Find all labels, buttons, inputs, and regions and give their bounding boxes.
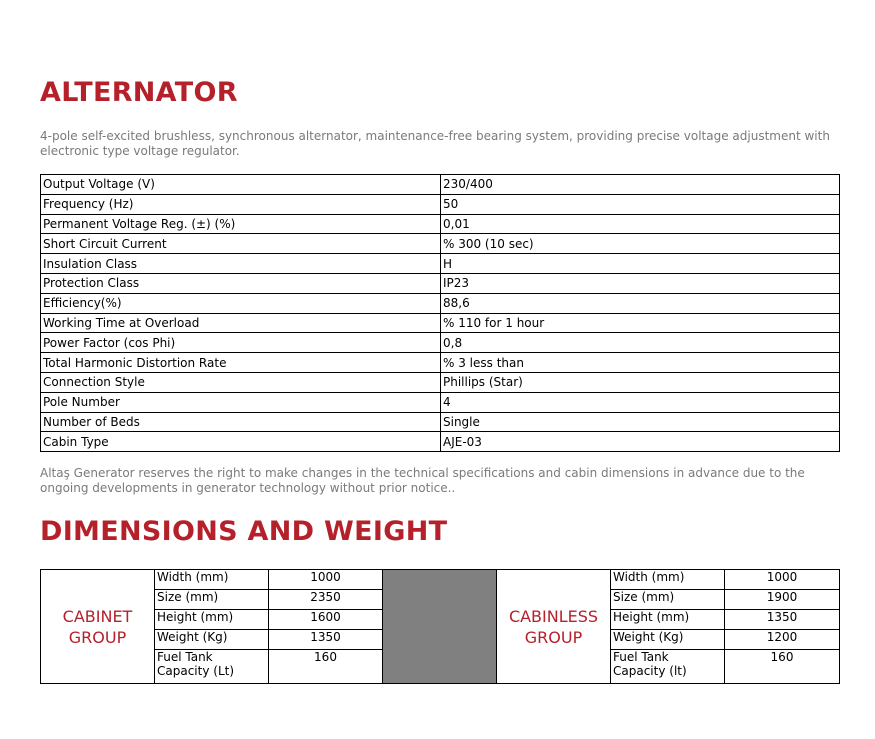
cabinet-group-line2: GROUP (68, 627, 127, 647)
cabinless-label: Height (mm) (611, 610, 725, 630)
cabinless-value: 1200 (725, 630, 840, 650)
cabinless-label: Weight (Kg) (611, 630, 725, 650)
spec-label: Cabin Type (41, 432, 441, 452)
table-row (41, 214, 840, 234)
spec-label: Power Factor (cos Phi) (41, 333, 441, 353)
spec-value: 50 (441, 194, 840, 214)
spec-value: Phillips (Star) (441, 372, 840, 392)
table-row (41, 313, 840, 333)
cabinless-value: 1000 (725, 570, 840, 590)
spec-label: Working Time at Overload (41, 313, 441, 333)
table-row (41, 254, 840, 274)
spec-value: H (441, 254, 840, 274)
spec-label: Short Circuit Current (41, 234, 441, 254)
table-row (41, 234, 840, 254)
spec-label: Efficiency(%) (41, 293, 441, 313)
cabinless-value: 1900 (725, 590, 840, 610)
cabinet-value: 2350 (269, 590, 383, 610)
cabinless-group-line2: GROUP (524, 627, 583, 647)
cabinet-label: Width (mm) (155, 570, 269, 590)
spec-value: 230/400 (441, 175, 840, 195)
cabinet-fuel-value: 160 (269, 650, 383, 684)
table-row (41, 372, 840, 392)
separator-block (383, 570, 497, 684)
table-row (41, 432, 840, 452)
spec-label: Protection Class (41, 273, 441, 293)
spec-value: Single (441, 412, 840, 432)
table-row (41, 175, 840, 195)
cabinet-label: Weight (Kg) (155, 630, 269, 650)
spec-label: Connection Style (41, 372, 441, 392)
spec-value: 4 (441, 392, 840, 412)
dimensions-table (40, 569, 840, 684)
cabinet-label: Height (mm) (155, 610, 269, 630)
cabinet-group-label (41, 570, 155, 684)
alternator-spec-table (40, 174, 840, 452)
spec-value: % 110 for 1 hour (441, 313, 840, 333)
cabinet-label: Size (mm) (155, 590, 269, 610)
spec-label: Insulation Class (41, 254, 441, 274)
cabinet-value: 1600 (269, 610, 383, 630)
table-row (41, 333, 840, 353)
cabinless-value: 1350 (725, 610, 840, 630)
cabinless-fuel-label-line1: Fuel Tank (613, 650, 669, 664)
spec-value: 0,01 (441, 214, 840, 234)
table-row (41, 194, 840, 214)
table-row (41, 570, 840, 590)
alternator-heading: ALTERNATOR (40, 77, 238, 108)
disclaimer-text: Altaş Generator reserves the right to make changes in the technical specifications and cabin dimensions in advance due to the ongoing developments in generator technology without prior notice.. (40, 466, 805, 495)
spec-value: 88,6 (441, 293, 840, 313)
alternator-description: 4-pole self-excited brushless, synchronous alternator, maintenance-free bearing system, providing precise voltage adjustment with electronic type voltage regulator. (40, 129, 830, 158)
cabinet-fuel-label (155, 650, 269, 684)
cabinless-fuel-label (611, 650, 725, 684)
cabinet-group-line1: CABINET (62, 606, 133, 626)
spec-label: Permanent Voltage Reg. (±) (%) (41, 214, 441, 234)
spec-label: Pole Number (41, 392, 441, 412)
spec-value: 0,8 (441, 333, 840, 353)
dimensions-heading: DIMENSIONS AND WEIGHT (40, 516, 448, 547)
table-row (41, 412, 840, 432)
cabinet-value: 1350 (269, 630, 383, 650)
spec-label: Total Harmonic Distortion Rate (41, 353, 441, 373)
spec-value: IP23 (441, 273, 840, 293)
cabinet-value: 1000 (269, 570, 383, 590)
spec-value: AJE-03 (441, 432, 840, 452)
spec-value: % 3 less than (441, 353, 840, 373)
spec-label: Output Voltage (V) (41, 175, 441, 195)
spec-value: % 300 (10 sec) (441, 234, 840, 254)
table-row (41, 353, 840, 373)
table-row (41, 392, 840, 412)
spec-label: Frequency (Hz) (41, 194, 441, 214)
spec-label: Number of Beds (41, 412, 441, 432)
cabinless-group-label (497, 570, 611, 684)
cabinless-label: Size (mm) (611, 590, 725, 610)
cabinet-fuel-label-line2: Capacity (Lt) (157, 664, 235, 678)
table-row (41, 273, 840, 293)
cabinless-fuel-label-line2: Capacity (lt) (613, 664, 687, 678)
cabinless-fuel-value: 160 (725, 650, 840, 684)
cabinet-fuel-label-line1: Fuel Tank (157, 650, 213, 664)
cabinless-label: Width (mm) (611, 570, 725, 590)
table-row (41, 293, 840, 313)
cabinless-group-line1: CABINLESS (508, 606, 599, 626)
